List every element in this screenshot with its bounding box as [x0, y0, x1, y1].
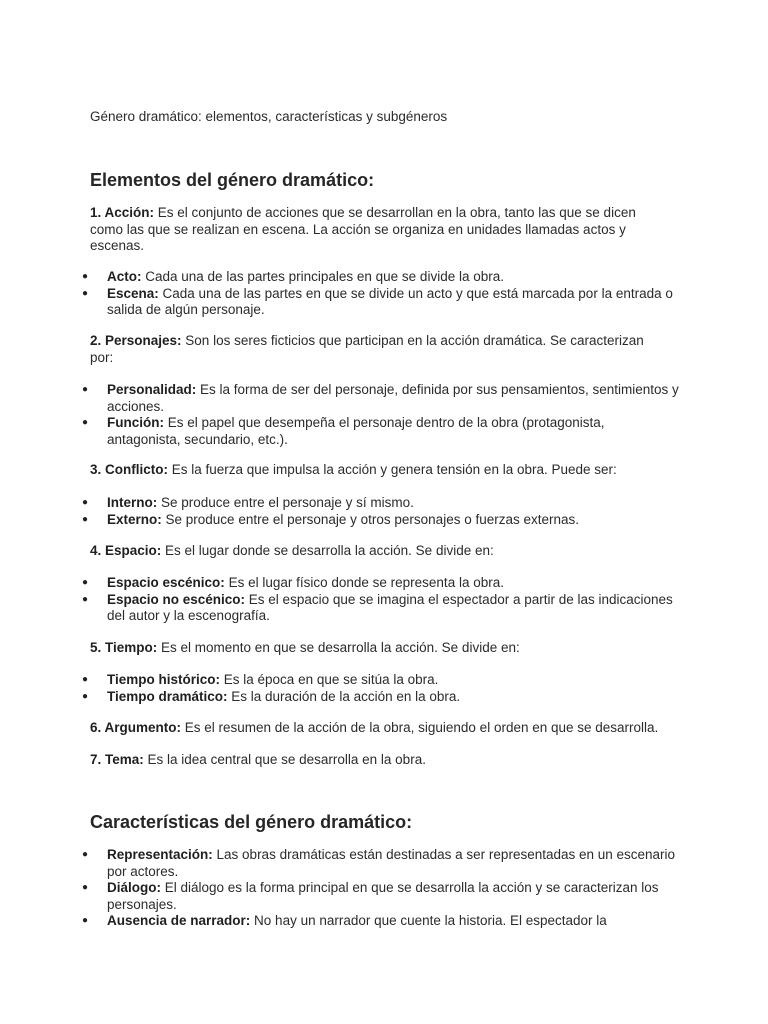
element-text: Es la fuerza que impulsa la acción y genera tensión en la obra. Puede ser:	[168, 462, 617, 477]
element-text: Es el resumen de la acción de la obra, siguiendo el orden en que se desarrolla.	[181, 720, 659, 735]
list-item	[90, 592, 680, 625]
item-label: Diálogo:	[107, 880, 161, 895]
element-paragraph	[90, 333, 670, 366]
bullet-list	[90, 847, 680, 930]
list-item	[90, 512, 680, 529]
element-text: Son los seres ficticios que participan en la acción dramática. Se caracterizan por:	[90, 333, 644, 365]
element-paragraph	[90, 543, 670, 560]
item-label: Interno:	[107, 495, 158, 510]
list-item	[90, 689, 680, 706]
item-label: Espacio no escénico:	[107, 591, 246, 607]
section-heading-elementos: Elementos del género dramático:	[90, 170, 375, 190]
element-paragraph	[90, 720, 670, 737]
item-label: Acto:	[107, 269, 142, 284]
element-label: 1. Acción:	[90, 205, 155, 220]
element-paragraph	[90, 462, 670, 479]
item-label: Representación:	[107, 847, 213, 862]
list-item	[90, 269, 680, 286]
element-text: Es la idea central que se desarrolla en la obra.	[143, 752, 426, 767]
item-text: Las obras dramáticas están destinadas a ser representadas en un escenario por actores.	[107, 847, 676, 879]
item-label: Tiempo dramático:	[107, 688, 228, 704]
element-label: 6. Argumento:	[90, 720, 181, 735]
bullet-list	[90, 269, 680, 319]
element-text: Es el momento en que se desarrolla la acción. Se divide en:	[157, 640, 520, 655]
item-text: Se produce entre el personaje y otros personajes o fuerzas externas.	[161, 511, 580, 527]
item-text: Cada una de las partes principales en que se divide la obra.	[141, 269, 504, 284]
element-paragraph	[90, 640, 670, 657]
element-label: 2. Personajes:	[90, 333, 182, 348]
element-label: 3. Conflicto:	[90, 462, 168, 477]
element-paragraph	[90, 205, 670, 255]
item-text: Es la duración de la acción en la obra.	[227, 688, 461, 704]
item-text: El diálogo es la forma principal en que se desarrolla la acción y se caracterizan los personajes.	[107, 880, 659, 912]
item-label: Personalidad:	[107, 382, 197, 397]
bullet-list	[90, 382, 680, 448]
element-text: Es el conjunto de acciones que se desarrollan en la obra, tanto las que se dicen como las que se realizan en escena. La acción se organiza en unidades llamadas actos y escenas.	[90, 205, 636, 253]
element-label: 5. Tiempo:	[90, 640, 158, 655]
document-title: Género dramático: elementos, características y subgéneros	[90, 109, 448, 124]
list-item	[90, 575, 680, 592]
item-text: Se produce entre el personaje y sí mismo.	[157, 495, 414, 510]
bullet-list	[90, 575, 680, 625]
item-text: Es el papel que desempeña el personaje dentro de la obra (protagonista, antagonista, secundario, etc.).	[107, 415, 605, 447]
item-text: Es el espacio que se imagina el espectador a partir de las indicaciones del autor y la escenografía.	[107, 591, 673, 623]
item-label: Espacio escénico:	[107, 575, 225, 590]
element-paragraph	[90, 752, 670, 769]
item-text: Cada una de las partes en que se divide un acto y que está marcada por la entrada o salida de algún personaje.	[107, 285, 673, 317]
item-label: Ausencia de narrador:	[107, 913, 251, 928]
list-item	[90, 880, 680, 913]
item-label: Función:	[107, 415, 164, 430]
element-text: Es el lugar donde se desarrolla la acción. Se divide en:	[161, 543, 494, 558]
section-heading-caracteristicas: Características del género dramático:	[90, 812, 413, 832]
item-label: Tiempo histórico:	[107, 672, 221, 687]
item-text: Es la forma de ser del personaje, definida por sus pensamientos, sentimientos y acciones.	[107, 382, 679, 414]
item-label: Externo:	[107, 511, 162, 527]
item-text: No hay un narrador que cuente la historia. El espectador la	[250, 913, 607, 928]
item-label: Escena:	[107, 285, 159, 301]
bullet-list	[90, 495, 680, 528]
list-item	[90, 847, 680, 880]
item-text: Es el lugar físico donde se representa la obra.	[224, 575, 504, 590]
list-item	[90, 672, 680, 689]
bullet-list	[90, 672, 680, 705]
list-item	[90, 415, 680, 448]
item-text: Es la época en que se sitúa la obra.	[220, 672, 439, 687]
element-label: 7. Tema:	[90, 752, 144, 767]
list-item	[90, 495, 680, 512]
list-item	[90, 382, 680, 415]
list-item	[90, 286, 680, 319]
list-item	[90, 913, 680, 930]
element-label: 4. Espacio:	[90, 543, 162, 558]
